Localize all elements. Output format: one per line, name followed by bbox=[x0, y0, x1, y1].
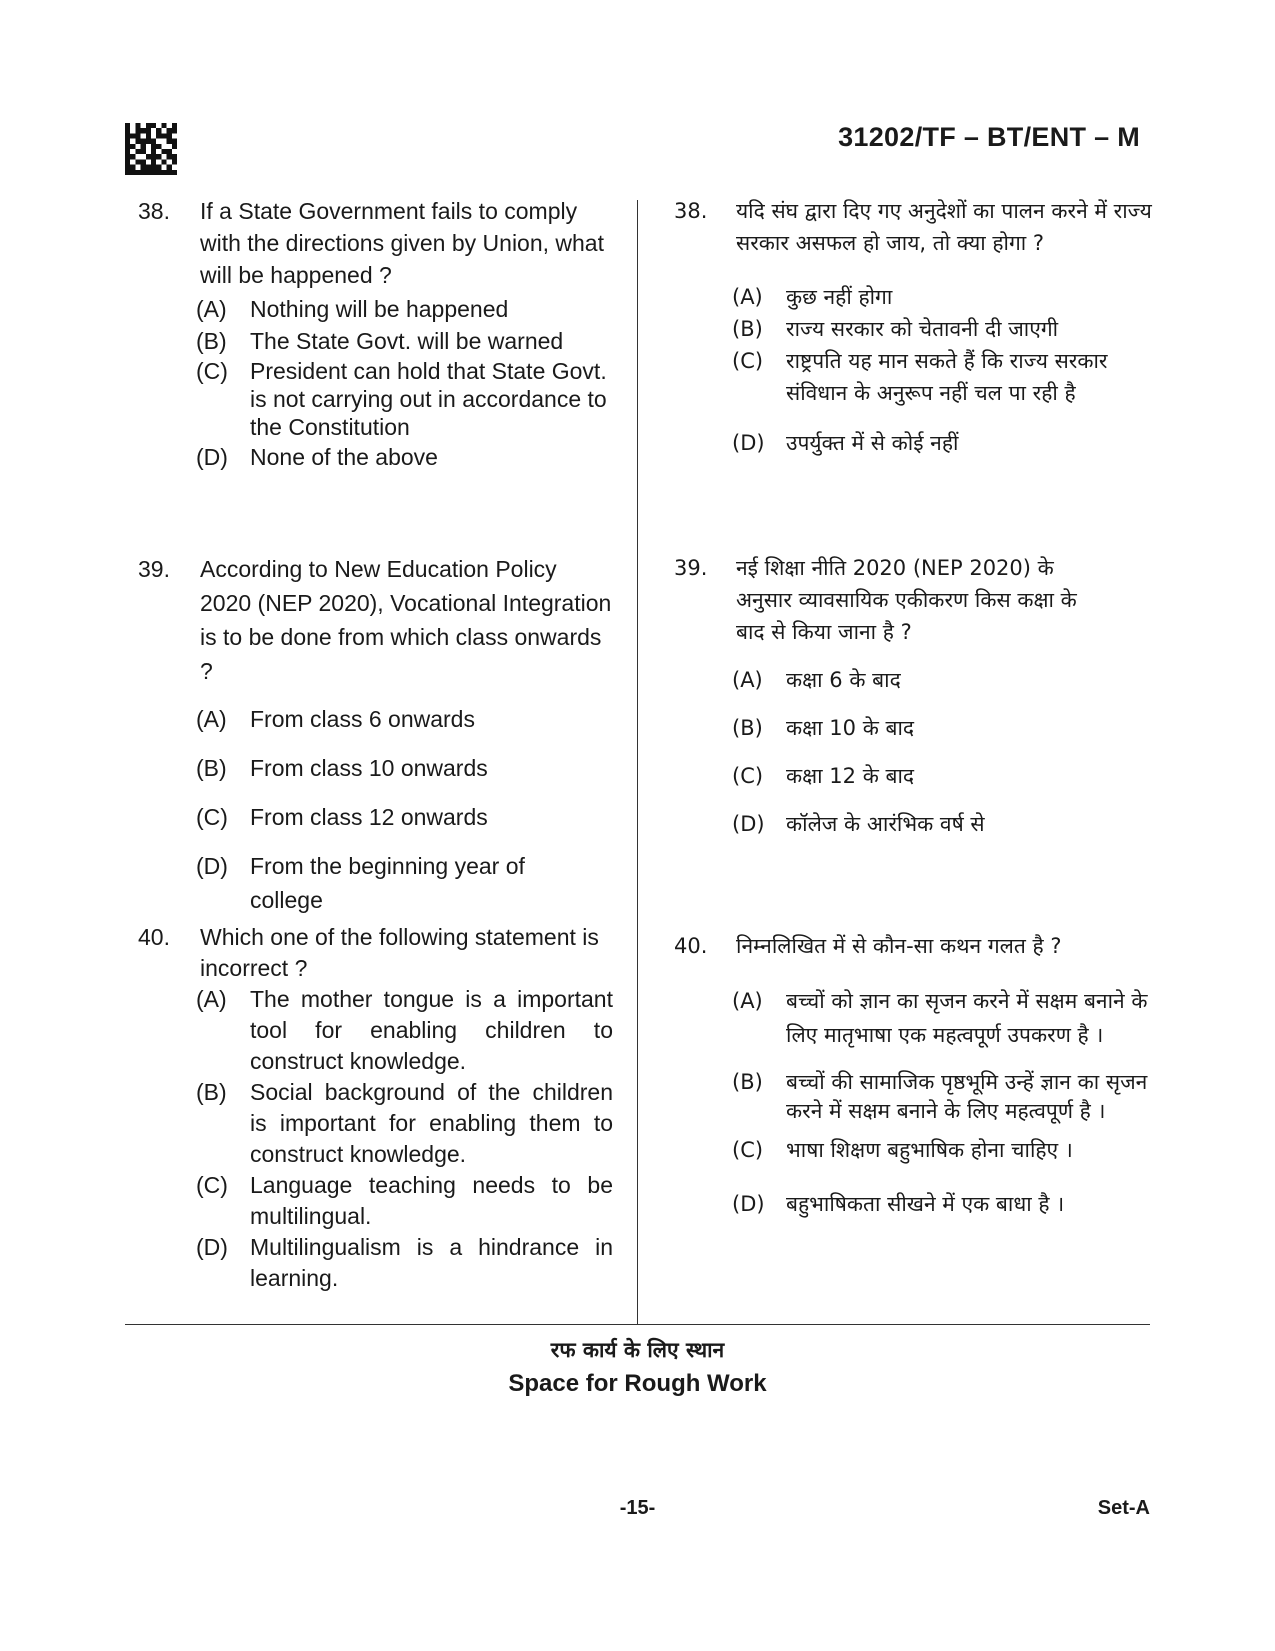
option-label: (D) bbox=[196, 1234, 228, 1260]
option-text: Social background of the children is important for enabling them to construct knowledge. bbox=[250, 1079, 613, 1167]
option-text: President can hold that State Govt. is not carrying out in accordance to the Constitution bbox=[250, 358, 607, 440]
option-d bbox=[196, 441, 613, 473]
option-c bbox=[732, 1134, 1154, 1166]
question-stem: निम्नलिखित में से कौन-सा कथन गलत है ? bbox=[736, 934, 1062, 958]
option-text: भाषा शिक्षण बहुभाषिक होना चाहिए । bbox=[786, 1138, 1073, 1162]
option-label: (B) bbox=[732, 716, 763, 740]
option-c bbox=[732, 760, 1154, 792]
options-list bbox=[732, 664, 1154, 840]
option-text: कक्षा 12 के बाद bbox=[786, 764, 915, 788]
option-label: (B) bbox=[196, 1079, 227, 1105]
option-label: (B) bbox=[196, 328, 227, 354]
option-b bbox=[732, 313, 1154, 345]
option-text: राज्य सरकार को चेतावनी दी जाएगी bbox=[786, 317, 1059, 341]
page-number: -15- bbox=[619, 1497, 656, 1519]
option-text: राष्ट्रपति यह मान सकते हैं कि राज्य सरकार संविधान के अनुरूप नहीं चल पा रही है bbox=[786, 349, 1108, 405]
option-a bbox=[732, 281, 1154, 313]
option-text: कक्षा 6 के बाद bbox=[786, 668, 901, 692]
option-text: कॉलेज के आरंभिक वर्ष से bbox=[786, 812, 985, 836]
option-b bbox=[732, 712, 1154, 744]
option-label: (B) bbox=[732, 1070, 763, 1094]
option-a bbox=[196, 702, 613, 736]
option-label: (D) bbox=[196, 444, 228, 470]
option-d bbox=[196, 1232, 613, 1294]
question-number: 40. bbox=[138, 924, 170, 950]
options-list bbox=[732, 984, 1154, 1220]
question-40-hi bbox=[674, 930, 1154, 1220]
question-stem: Which one of the following statement is incorrect ? bbox=[200, 924, 599, 981]
option-label: (B) bbox=[732, 317, 763, 341]
option-b bbox=[196, 325, 613, 357]
option-label: (C) bbox=[196, 804, 228, 830]
question-38-hi bbox=[674, 195, 1154, 459]
option-d bbox=[732, 808, 1154, 840]
option-a bbox=[732, 984, 1154, 1052]
option-c bbox=[732, 345, 1154, 409]
question-number: 39. bbox=[138, 556, 170, 582]
option-text: कक्षा 10 के बाद bbox=[786, 716, 915, 740]
rough-work-divider bbox=[125, 1324, 1150, 1325]
option-text: Language teaching needs to be multilingual. bbox=[250, 1172, 613, 1229]
option-a bbox=[732, 664, 1154, 696]
option-label: (C) bbox=[732, 349, 764, 373]
option-label: (C) bbox=[196, 1172, 228, 1198]
options-list bbox=[196, 293, 613, 473]
option-a bbox=[196, 984, 613, 1077]
question-stem: नई शिक्षा नीति 2020 (NEP 2020) के अनुसार व्यावसायिक एकीकरण किस कक्षा के बाद से किया जाना है ? bbox=[736, 556, 1077, 644]
option-label: (A) bbox=[732, 285, 763, 309]
options-list bbox=[196, 702, 613, 917]
option-text: From class 10 onwards bbox=[250, 755, 488, 781]
question-40-en bbox=[138, 922, 613, 1294]
option-d bbox=[196, 849, 613, 917]
option-label: (D) bbox=[732, 1192, 765, 1216]
option-d bbox=[732, 427, 1154, 459]
option-text: From the beginning year of college bbox=[250, 853, 525, 913]
question-38-en bbox=[138, 195, 613, 473]
option-text: बच्चों को ज्ञान का सृजन करने में सक्षम बनाने के लिए मातृभाषा एक महत्वपूर्ण उपकरण है । bbox=[786, 989, 1148, 1047]
rough-work-label-hindi: रफ कार्य के लिए स्थान bbox=[550, 1338, 725, 1362]
question-number: 38. bbox=[674, 199, 708, 223]
option-label: (D) bbox=[732, 431, 765, 455]
option-label: (D) bbox=[196, 853, 228, 879]
option-text: बहुभाषिकता सीखने में एक बाधा है । bbox=[786, 1192, 1065, 1216]
option-label: (C) bbox=[732, 764, 764, 788]
option-label: (A) bbox=[732, 668, 763, 692]
rough-work-label: Space for Rough Work bbox=[508, 1370, 767, 1397]
option-label: (A) bbox=[732, 989, 763, 1013]
option-label: (A) bbox=[196, 296, 227, 322]
option-text: कुछ नहीं होगा bbox=[786, 285, 893, 309]
option-text: Nothing will be happened bbox=[250, 296, 509, 322]
option-label: (C) bbox=[196, 358, 228, 384]
paper-code: 31202/TF – BT/ENT – M bbox=[838, 122, 1140, 152]
option-d bbox=[732, 1188, 1154, 1220]
option-a bbox=[196, 293, 613, 325]
question-stem: If a State Government fails to comply with the directions given by Union, what will be happened ? bbox=[200, 198, 604, 288]
option-text: None of the above bbox=[250, 444, 438, 470]
qr-code-icon bbox=[125, 123, 177, 175]
set-label: Set-A bbox=[1097, 1497, 1150, 1519]
question-stem: According to New Education Policy 2020 (NEP 2020), Vocational Integration is to be done from which class onwards ? bbox=[200, 556, 612, 684]
option-text: The State Govt. will be warned bbox=[250, 328, 564, 354]
option-label: (C) bbox=[732, 1138, 764, 1162]
option-text: From class 12 onwards bbox=[250, 804, 488, 830]
option-b bbox=[196, 1077, 613, 1170]
options-list bbox=[196, 984, 613, 1294]
question-number: 38. bbox=[138, 198, 170, 224]
question-39-en bbox=[138, 552, 613, 917]
option-b bbox=[732, 1068, 1154, 1126]
question-number: 39. bbox=[674, 556, 708, 580]
option-c bbox=[196, 800, 613, 834]
option-text: उपर्युक्त में से कोई नहीं bbox=[786, 431, 959, 455]
option-label: (A) bbox=[196, 986, 227, 1012]
option-c bbox=[196, 357, 613, 441]
option-text: The mother tongue is a important tool for enabling children to construct knowledge. bbox=[250, 986, 613, 1074]
question-number: 40. bbox=[674, 934, 708, 958]
option-label: (D) bbox=[732, 812, 765, 836]
option-text: बच्चों की सामाजिक पृष्ठभूमि उन्हें ज्ञान का सृजन करने में सक्षम बनाने के लिए महत्वपूर्ण है । bbox=[786, 1070, 1148, 1123]
question-stem: यदि संघ द्वारा दिए गए अनुदेशों का पालन करने में राज्य सरकार असफल हो जाय, तो क्या होगा ? bbox=[736, 199, 1152, 255]
option-label: (A) bbox=[196, 706, 227, 732]
question-39-hi bbox=[674, 552, 1154, 840]
option-b bbox=[196, 751, 613, 785]
option-c bbox=[196, 1170, 613, 1232]
options-list bbox=[732, 281, 1154, 459]
option-label: (B) bbox=[196, 755, 227, 781]
option-text: From class 6 onwards bbox=[250, 706, 475, 732]
option-text: Multilingualism is a hindrance in learning. bbox=[250, 1234, 613, 1291]
column-divider bbox=[637, 200, 638, 1325]
